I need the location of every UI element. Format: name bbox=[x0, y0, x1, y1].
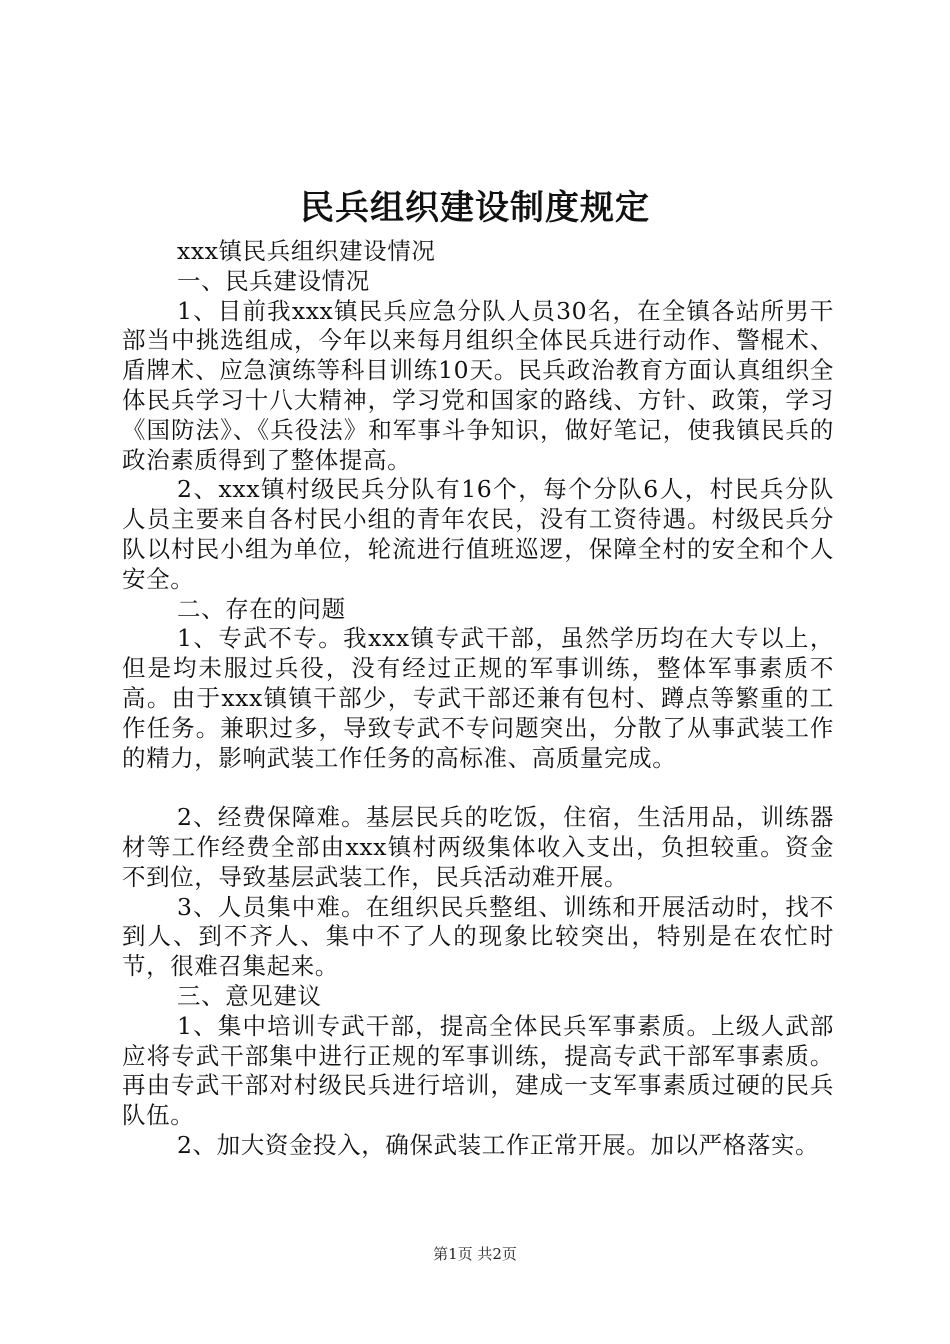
section-heading-1: 一、民兵建设情况 bbox=[177, 266, 370, 295]
document-title: 民兵组织建设制度规定 bbox=[300, 188, 650, 228]
paragraph-3-2: 2、加大资金投入，确保武装工作正常开展。加以严格落实。 bbox=[177, 1130, 820, 1159]
paragraph-3-1: 1、集中培训专武干部，提高全体民兵军事素质。上级人武部应将专武干部集中进行正规的军事训练，提高专武干部军事素质。再由专武干部对村级民兵进行培训，建成一支军事素质过硬的民兵队伍。 bbox=[122, 1011, 834, 1130]
paragraph-spacer bbox=[122, 773, 834, 803]
intro-heading: xxx镇民兵组织建设情况 bbox=[177, 237, 436, 265]
paragraph-2-3: 3、人员集中难。在组织民兵整组、训练和开展活动时，找不到人、到不齐人、集中不了人的现象比较突出，特别是在农忙时节，很难召集起来。 bbox=[122, 892, 834, 981]
paragraph-2-1: 1、专武不专。我xxx镇专武干部，虽然学历均在大专以上，但是均未服过兵役，没有经过正规的军事训练，整体军事素质不高。由于xxx镇镇干部少，专武干部还兼有包村、蹲点等繁重的工作任务。兼职过多，导致专武不专问题突出，分散了从事武装工作的精力，影响武装工作任务的高标准、高质量完成。 bbox=[122, 624, 834, 772]
paragraph-2-2: 2、经费保障难。基层民兵的吃饭，住宿，生活用品，训练器材等工作经费全部由xxx镇村两级集体收入支出，负担较重。资金不到位，导致基层武装工作，民兵活动难开展。 bbox=[122, 803, 834, 891]
paragraph-1-1: 1、目前我xxx镇民兵应急分队人员30名，在全镇各站所男干部当中挑选组成，今年以来每月组织全体民兵进行动作、警棍术、盾牌术、应急演练等科目训练10天。民兵政治教育方面认真组织全体民兵学习十八大精神，学习党和国家的路线、方针、政策，学习《国防法》、《兵役法》和军事斗争知识，做好笔记，使我镇民兵的政治素质得到了整体提高。 bbox=[122, 296, 834, 474]
paragraph-1-2: 2、xxx镇村级民兵分队有16个，每个分队6人，村民兵分队人员主要来自各村民小组的青年农民，没有工资待遇。村级民兵分队以村民小组为单位，轮流进行值班巡逻，保障全村的安全和个人安全。 bbox=[122, 475, 834, 593]
section-heading-2: 二、存在的问题 bbox=[177, 594, 346, 623]
section-heading-3: 三、意见建议 bbox=[177, 981, 322, 1010]
document-body bbox=[122, 237, 834, 1161]
page-indicator: 第1页 共2页 bbox=[433, 1245, 517, 1263]
